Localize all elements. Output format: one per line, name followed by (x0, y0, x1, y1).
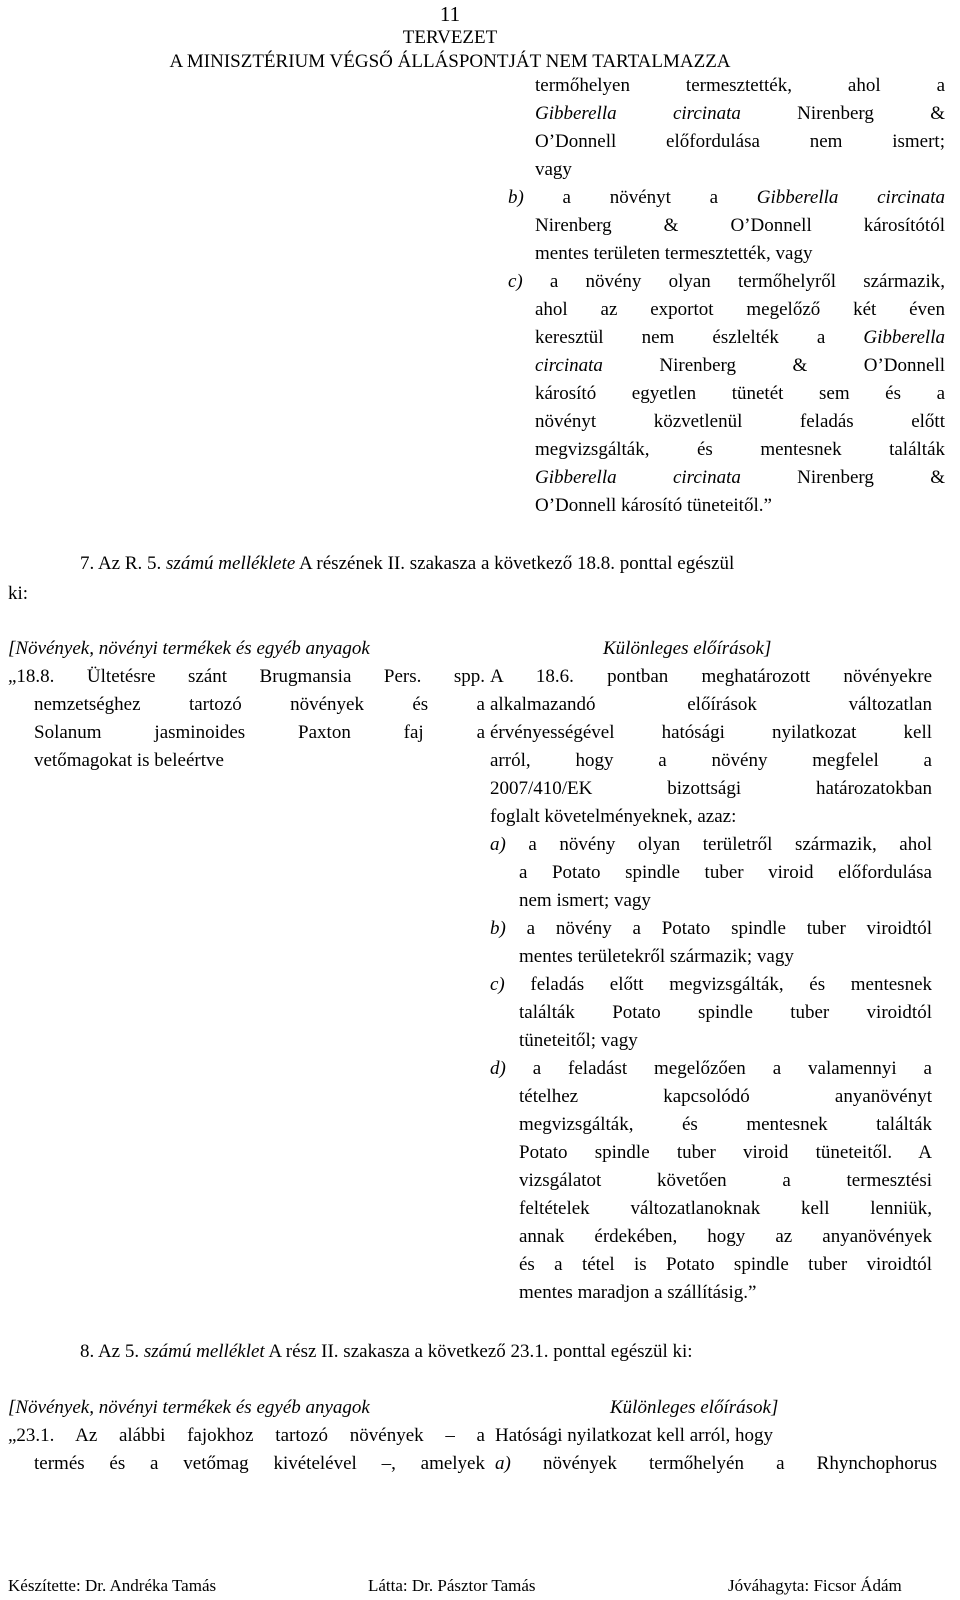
text-line: circinata Nirenberg & O’Donnell (535, 355, 945, 376)
right-cell-line: annak érdekében, hogy az anyanövények (519, 1226, 932, 1247)
footer-prepared-by: Készítette: Dr. Andréka Tamás (8, 1576, 217, 1595)
right-cell-line: Hatósági nyilatkozat kell arról, hogy (495, 1425, 774, 1446)
text-line: O’Donnell előfordulása nem ismert; (535, 131, 945, 152)
right-cell-line: nem ismert; vagy (519, 890, 651, 911)
right-cell-line: mentes maradjon a szállításig.” (519, 1282, 757, 1303)
right-cell-line: feltételek változatlanoknak kell lenniük, (519, 1198, 932, 1219)
right-cell-line: érvényességével hatósági nyilatkozat kell (490, 722, 932, 743)
footer-approved-by: Jóváhagyta: Ficsor Ádám (728, 1576, 902, 1595)
left-cell-line: „18.8. Ültetésre szánt Brugmansia Pers. spp. (8, 666, 485, 687)
text-line: ahol az exportot megelőző két éven (535, 299, 945, 320)
text-line: termőhelyen termesztették, ahol a (535, 75, 945, 96)
text-line: mentes területen termesztették, vagy (535, 243, 813, 264)
list-item-c: c) a növény olyan termőhelyről származik, (508, 271, 945, 292)
right-cell-line: 2007/410/EK bizottsági határozatokban (490, 778, 932, 799)
list-item-c: c) feladás előtt megvizsgálták, és mentesnek (490, 974, 932, 995)
left-cell-line: Solanum jasminoides Paxton faj a (34, 722, 485, 743)
list-item-b: b) a növényt a Gibberella circinata (508, 187, 946, 208)
left-cell-line: nemzetséghez tartozó növények és a (34, 694, 485, 715)
right-cell-line: tüneteitől; vagy (519, 1030, 638, 1051)
right-cell-line: megvizsgálták, és mentesnek találták (519, 1114, 932, 1135)
page-number: 11 (439, 2, 461, 26)
right-cell-line: vizsgálatot követően a termesztési (519, 1170, 932, 1191)
text-line: O’Donnell károsító tüneteitől.” (535, 495, 772, 516)
footer-reviewed-by: Látta: Dr. Pásztor Tamás (368, 1576, 536, 1595)
list-item-a: a) a növény olyan területről származik, ahol (490, 834, 932, 855)
text-line: megvizsgálták, és mentesnek találták (535, 439, 945, 460)
disclaimer: A MINISZTÉRIUM VÉGSŐ ÁLLÁSPONTJÁT NEM TARTALMAZZA (169, 51, 731, 72)
draft-label: TERVEZET (402, 27, 498, 48)
right-cell-line: alkalmazandó előírások változatlan (490, 694, 932, 715)
list-item-b: b) a növény a Potato spindle tuber viroidtól (490, 918, 932, 939)
list-item-d: d) a feladást megelőzően a valamennyi a (490, 1058, 932, 1079)
right-cell-line: tételhez kapcsolódó anyanövényt (519, 1086, 932, 1107)
text-line: keresztül nem észlelték a Gibberella (535, 327, 945, 348)
text-line: növényt közvetlenül feladás előtt (535, 411, 945, 432)
column-header-right: Különleges előírások] (603, 638, 772, 659)
amendment-7-heading: 7. Az R. 5. számú melléklete A részének II. szakasza a következő 18.8. ponttal egészül (80, 553, 735, 574)
right-cell-line: A 18.6. pontban meghatározott növényekre (490, 666, 932, 687)
left-cell-line: „23.1. Az alábbi fajokhoz tartozó növények – a (8, 1425, 485, 1446)
right-cell-line: és a tétel is Potato spindle tuber viroidtól (519, 1254, 932, 1275)
column-header-right: Különleges előírások] (610, 1397, 779, 1418)
text-line: Nirenberg & O’Donnell károsítótól (535, 215, 945, 236)
left-cell-line: termés és a vetőmag kivételével –, amelyek (34, 1453, 485, 1474)
right-cell-line: a Potato spindle tuber viroid előfordulása (519, 862, 932, 883)
right-cell-line: találták Potato spindle tuber viroidtól (519, 1002, 932, 1023)
right-cell-line: Potato spindle tuber viroid tüneteitől. A (519, 1142, 932, 1163)
column-header-left: [Növények, növényi termékek és egyéb anyagok (8, 638, 370, 659)
text-line: károsító egyetlen tünetét sem és a (535, 383, 945, 404)
text-line: vagy (535, 159, 572, 180)
right-cell-line: mentes területekről származik; vagy (519, 946, 794, 967)
list-item-a: a) növények termőhelyén a Rhynchophorus (495, 1453, 937, 1474)
text-line: Gibberella circinata Nirenberg & (535, 103, 945, 124)
amendment-8-heading: 8. Az 5. számú melléklet A rész II. szakasza a következő 23.1. ponttal egészül ki: (80, 1341, 693, 1362)
amendment-7-tail: ki: (8, 583, 29, 604)
right-cell-line: arról, hogy a növény megfelel a (490, 750, 932, 771)
left-cell-line: vetőmagokat is beleértve (34, 750, 224, 771)
column-header-left: [Növények, növényi termékek és egyéb anyagok (8, 1397, 370, 1418)
text-line: Gibberella circinata Nirenberg & (535, 467, 945, 488)
right-cell-line: foglalt követelményeknek, azaz: (490, 806, 737, 827)
